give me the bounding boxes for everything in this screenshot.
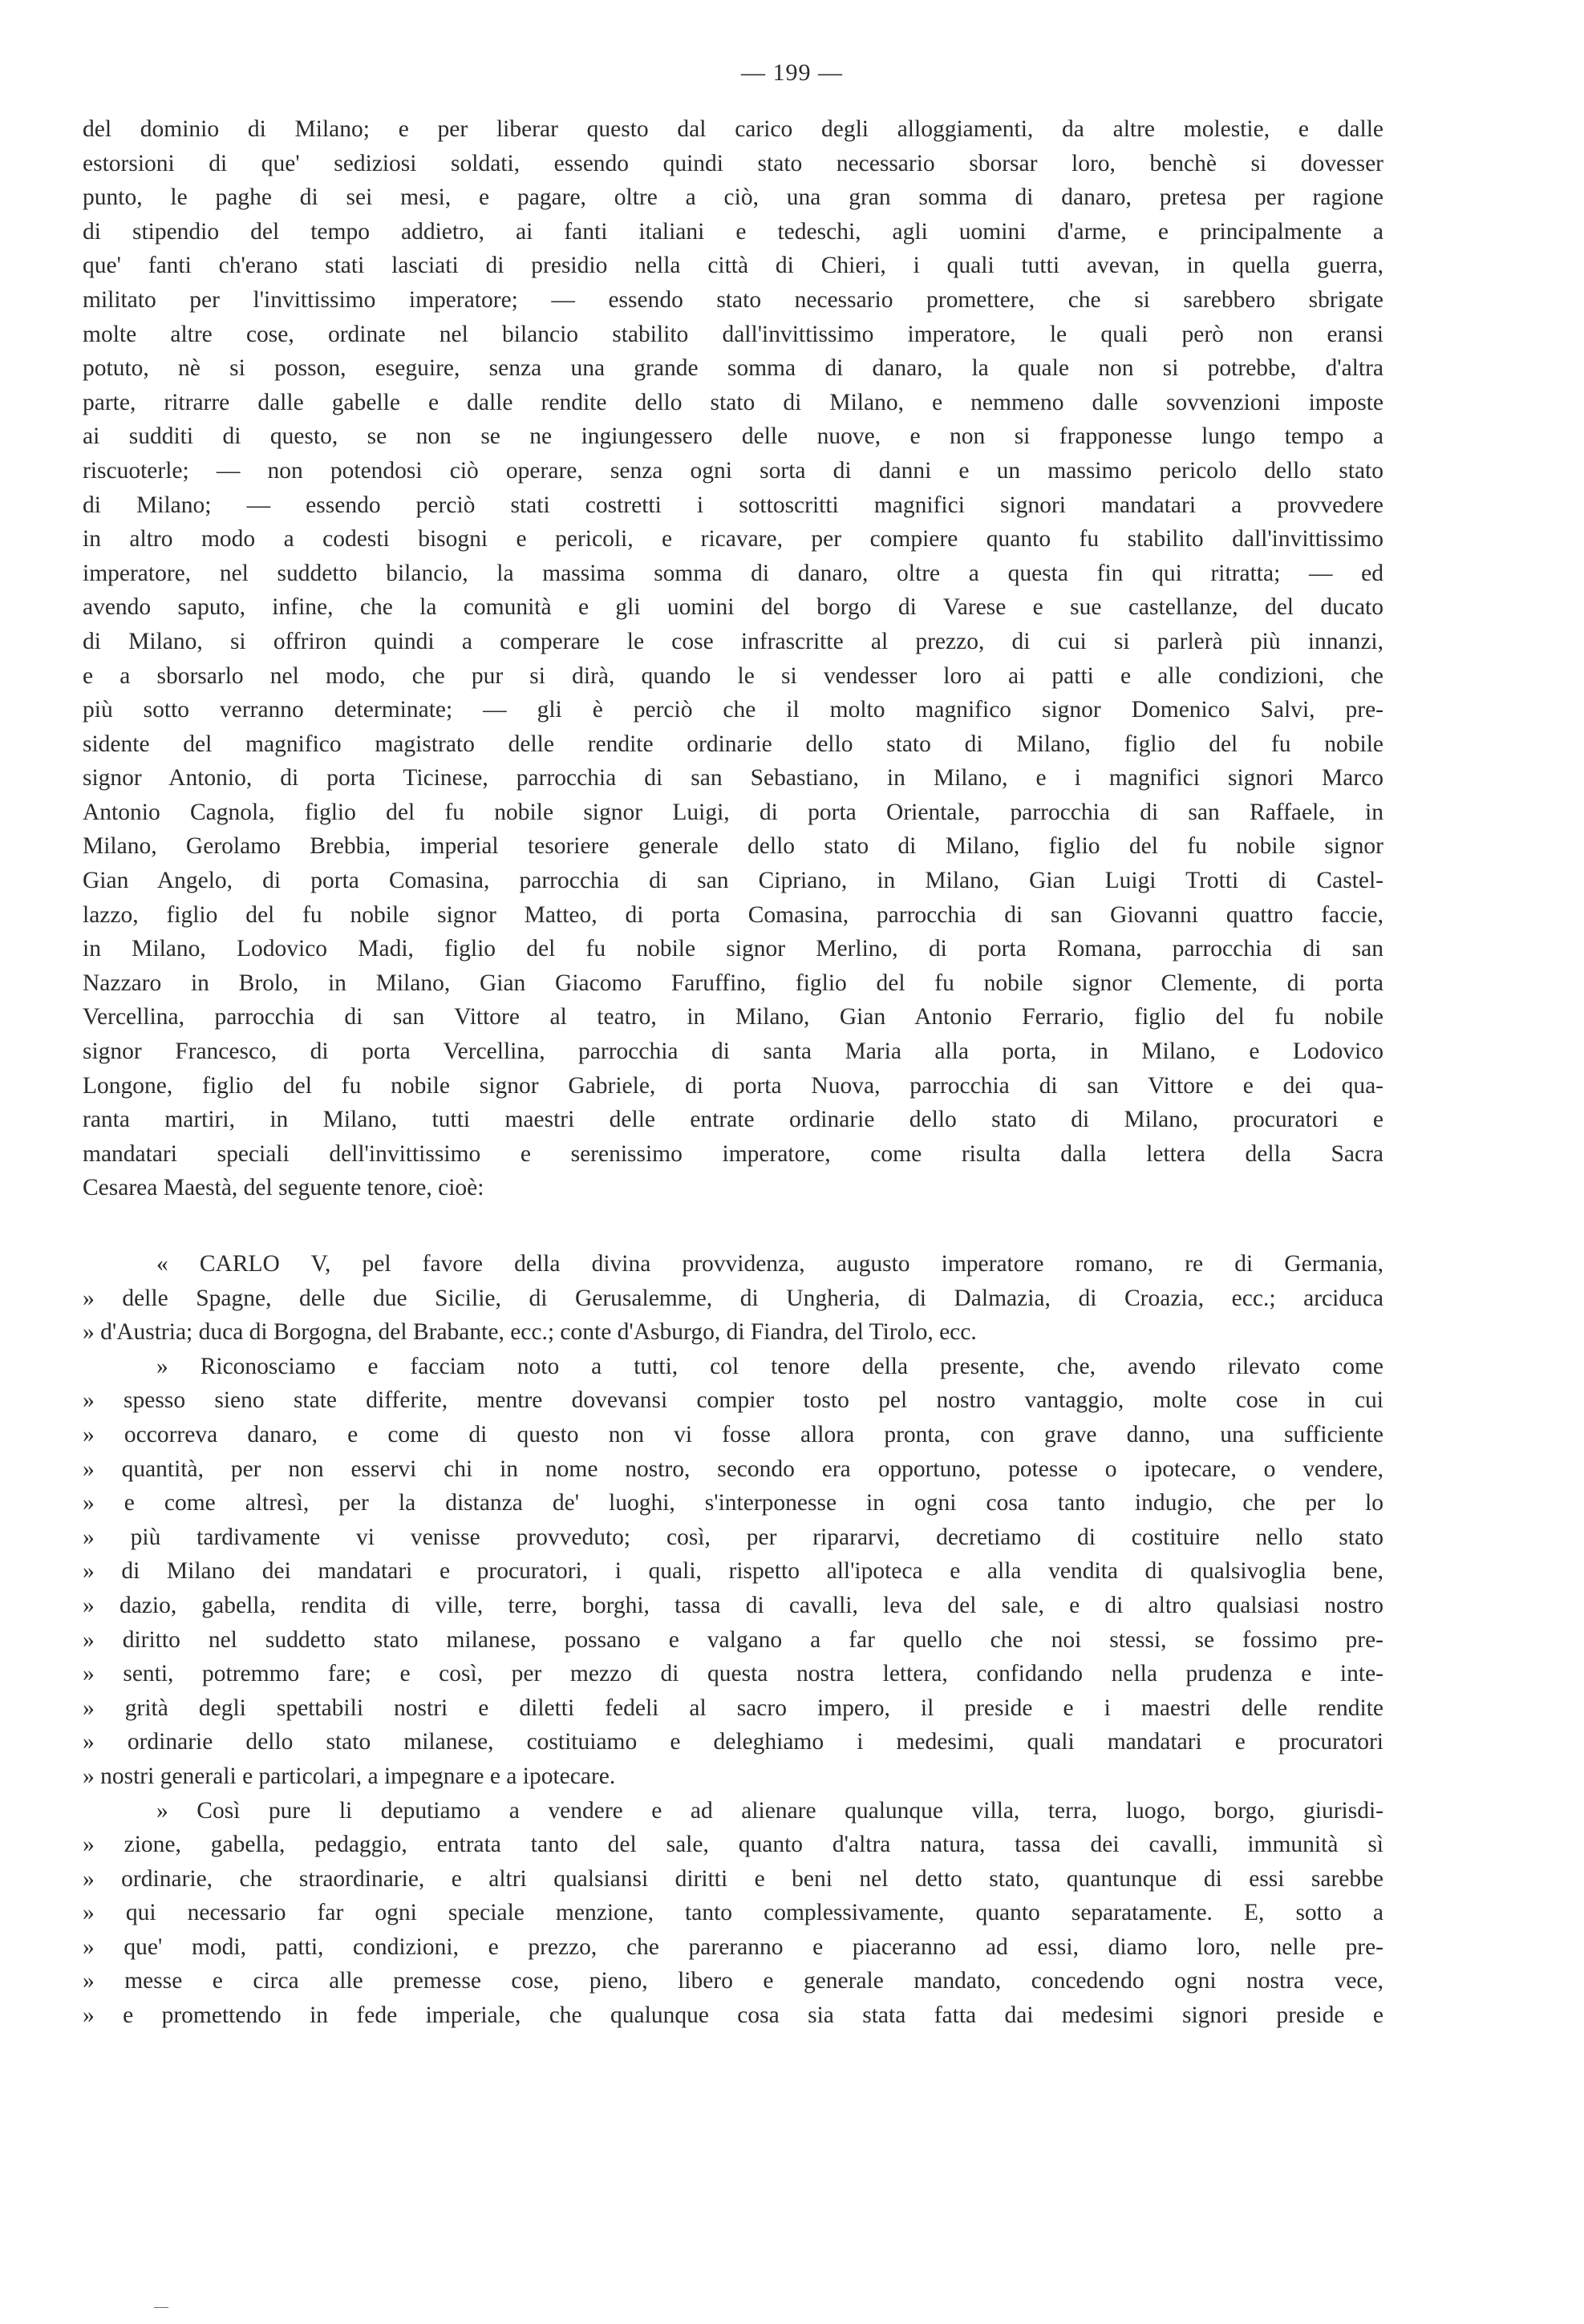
text-line: que' fanti ch'erano stati lasciati di presidio nella città di Chieri, i quali tutti avevan, in quella guerra, <box>83 253 1383 279</box>
text-line: lazzo, figlio del fu nobile signor Matteo, di porta Comasina, parrocchia di san Giovanni quattro faccie, <box>83 901 1383 928</box>
text-line: parte, ritrarre dalle gabelle e dalle rendite dello stato di Milano, e nemmeno dalle sovvenzioni imposte <box>83 389 1383 415</box>
quote-line: » zione, gabella, pedaggio, entrata tanto del sale, quanto d'altra natura, tassa dei cavalli, immunità sì <box>83 1832 1383 1858</box>
quote-line: » dazio, gabella, rendita di ville, terre, borghi, tassa di cavalli, leva del sale, e di altro qualsiasi nostro <box>83 1592 1383 1618</box>
document-body <box>83 112 1383 2033</box>
narrative-paragraph <box>83 112 1383 1205</box>
quote-line: » nostri generali e particolari, a impegnare e a ipotecare. <box>83 1763 616 1789</box>
quote-line: » grità degli spettabili nostri e diletti fedeli al sacro impero, il preside e i maestri delle rendite <box>83 1694 1383 1721</box>
printer-mark-glyph: — <box>154 2298 168 2314</box>
quote-line: » Così pure li deputiamo a vendere e ad alienare qualunque villa, terra, luogo, borgo, giurisdi- <box>156 1797 1383 1824</box>
text-line: estorsioni di que' sediziosi soldati, essendo quindi stato necessario sborsar loro, benchè si dovesser <box>83 150 1383 176</box>
quote-line: » ordinarie, che straordinarie, e altri qualsiansi diritti e beni nel detto stato, quantunque di essi sarebbe <box>83 1865 1383 1892</box>
text-line: Gian Angelo, di porta Comasina, parrocchia di san Cipriano, in Milano, Gian Luigi Trotti di Castel- <box>83 868 1383 894</box>
quote-line: « CARLO V, pel favore della divina provvidenza, augusto imperatore romano, re di Germania, <box>156 1251 1383 1277</box>
quote-line: » di Milano dei mandatari e procuratori, i quali, rispetto all'ipoteca e alla vendita di qualsivoglia bene, <box>83 1558 1383 1585</box>
text-line: punto, le paghe di sei mesi, e pagare, oltre a ciò, una gran somma di danaro, pretesa per ragione <box>83 184 1383 211</box>
text-line: potuto, nè si posson, eseguire, senza una grande somma di danaro, la quale non si potrebbe, d'altra <box>83 355 1383 382</box>
text-line: Antonio Cagnola, figlio del fu nobile signor Luigi, di porta Orientale, parrocchia di san Raffaele, in <box>83 799 1383 825</box>
text-line: ai sudditi di questo, se non se ne ingiungessero delle nuove, e non si frapponesse lungo tempo a <box>83 423 1383 450</box>
text-line: riscuoterle; — non potendosi ciò operare, senza ogni sorta di danni e un massimo pericolo dello stato <box>83 457 1383 484</box>
quote-line: » e come altresì, per la distanza de' luoghi, s'interponesse in ogni cosa tanto indugio, che per lo <box>83 1490 1383 1516</box>
quote-line: » spesso sieno state differite, mentre dovevansi compier tosto pel nostro vantaggio, molte cose in cui <box>83 1387 1383 1414</box>
quote-line: » occorreva danaro, e come di questo non vi fosse allora pronta, con grave danno, una sufficiente <box>83 1421 1383 1447</box>
quote-line: » delle Spagne, delle due Sicilie, di Gerusalemme, di Ungheria, di Dalmazia, di Croazia, ecc.; arciduca <box>83 1285 1383 1311</box>
text-line: Milano, Gerolamo Brebbia, imperial tesoriere generale dello stato di Milano, figlio del fu nobile signor <box>83 833 1383 860</box>
page-number: — 199 — <box>741 59 843 86</box>
text-line: e a sborsarlo nel modo, che pur si dirà, quando le si vendesser loro ai patti e alle condizioni, che <box>83 662 1383 689</box>
quote-line: » messe e circa alle premesse cose, pieno, libero e generale mandato, concedendo ogni nostra vece, <box>83 1968 1383 1994</box>
text-line: Longone, figlio del fu nobile signor Gabriele, di porta Nuova, parrocchia di san Vittore e dei qua- <box>83 1072 1383 1099</box>
text-line: avendo saputo, infine, che la comunità e gli uomini del borgo di Varese e sue castellanze, del ducato <box>83 594 1383 621</box>
text-line: imperatore, nel suddetto bilancio, la massima somma di danaro, oltre a questa fin qui ritratta; — ed <box>83 560 1383 586</box>
quote-line: » Riconosciamo e facciam noto a tutti, col tenore della presente, che, avendo rilevato come <box>156 1353 1383 1379</box>
text-line: sidente del magnifico magistrato delle rendite ordinarie dello stato di Milano, figlio del fu nobile <box>83 731 1383 757</box>
text-line: di Milano, si offriron quindi a comperare le cose infrascritte al prezzo, di cui si parlerà più innanzi, <box>83 628 1383 654</box>
quote-line: » ordinarie dello stato milanese, costituiamo e deleghiamo i medesimi, quali mandatari e procuratori <box>83 1729 1383 1755</box>
text-line: Vercellina, parrocchia di san Vittore al teatro, in Milano, Gian Antonio Ferrario, figlio del fu nobile <box>83 1004 1383 1030</box>
text-line: mandatari speciali dell'invittissimo e serenissimo imperatore, come risulta dalla lettera della Sacra <box>83 1140 1383 1167</box>
text-line: Cesarea Maestà, del seguente tenore, cioè: <box>83 1175 484 1201</box>
quote-line: » e promettendo in fede imperiale, che qualunque cosa sia stata fatta dai medesimi signori preside e <box>83 2002 1383 2029</box>
quote-line: » diritto nel suddetto stato milanese, possano e valgano a far quello che noi stessi, se fossimo pre- <box>83 1626 1383 1653</box>
text-line: militato per l'invittissimo imperatore; — essendo stato necessario promettere, che si sarebbero sbrigate <box>83 286 1383 313</box>
text-line: più sotto verranno determinate; — gli è perciò che il molto magnifico signor Domenico Salvi, pre- <box>83 697 1383 723</box>
text-line: signor Antonio, di porta Ticinese, parrocchia di san Sebastiano, in Milano, e i magnifici signori Marco <box>83 765 1383 792</box>
quote-line: » d'Austria; duca di Borgogna, del Brabante, ecc.; conte d'Asburgo, di Fiandra, del Tirolo, ecc. <box>83 1319 977 1346</box>
text-line: Nazzaro in Brolo, in Milano, Gian Giacomo Faruffino, figlio del fu nobile signor Clemente, di porta <box>83 970 1383 996</box>
text-line: ranta martiri, in Milano, tutti maestri delle entrate ordinarie dello stato di Milano, procuratori e <box>83 1107 1383 1133</box>
text-line: di stipendio del tempo addietro, ai fanti italiani e tedeschi, agli uomini d'arme, e principalmente a <box>83 218 1383 245</box>
paragraph-gap <box>83 1205 1383 1247</box>
quote-line: » senti, potremmo fare; e così, per mezzo di questa nostra lettera, confidando nella prudenza e inte- <box>83 1661 1383 1687</box>
decree-quotation <box>83 1247 1383 2033</box>
quote-line: » qui necessario far ogni speciale menzione, tanto complessivamente, quanto separatamente. E, sotto a <box>83 1900 1383 1926</box>
quote-line: » quantità, per non esservi chi in nome nostro, secondo era opportuno, potesse o ipotecare, o vendere, <box>83 1456 1383 1482</box>
quote-line: » que' modi, patti, condizioni, e prezzo, che pareranno e piaceranno ad essi, diamo loro, nelle pre- <box>83 1933 1383 1960</box>
text-line: molte altre cose, ordinate nel bilancio stabilito dall'invittissimo imperatore, le quali però non eransi <box>83 321 1383 347</box>
text-line: in Milano, Lodovico Madi, figlio del fu nobile signor Merlino, di porta Romana, parrocchia di san <box>83 936 1383 962</box>
text-line: di Milano; — essendo perciò stati costretti i sottoscritti magnifici signori mandatari a provvedere <box>83 492 1383 518</box>
text-line: signor Francesco, di porta Vercellina, parrocchia di santa Maria alla porta, in Milano, e Lodovico <box>83 1039 1383 1065</box>
quote-line: » più tardivamente vi venisse provveduto; così, per ripararvi, decretiamo di costituire nello stato <box>83 1524 1383 1550</box>
text-line: in altro modo a codesti bisogni e pericoli, e ricavare, per compiere quanto fu stabilito dall'invittissimo <box>83 526 1383 553</box>
text-line: del dominio di Milano; e per liberar questo dal carico degli alloggiamenti, da altre molestie, e dalle <box>83 116 1383 142</box>
